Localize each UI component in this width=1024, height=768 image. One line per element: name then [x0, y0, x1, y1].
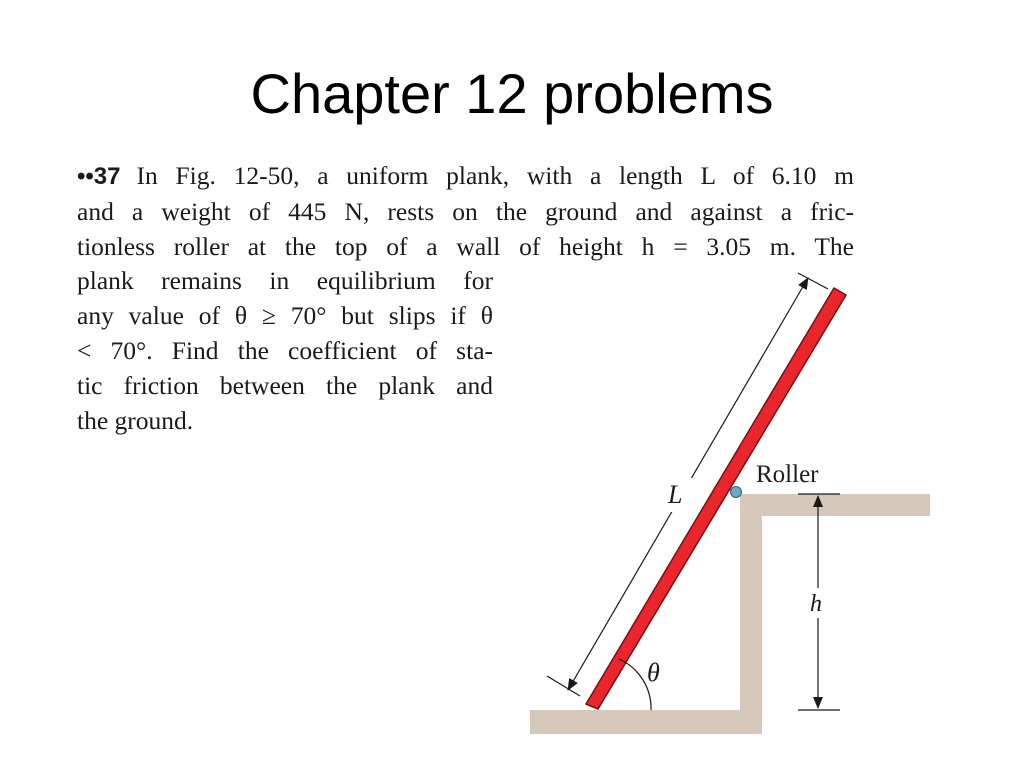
problem-line: any value of θ ≥ 70° but slips if θ [77, 301, 493, 330]
problem-line: tionless roller at the top of a wall of height h = 3.05 m. The [77, 232, 854, 261]
problem-line: plank remains in equilibrium for [77, 266, 493, 295]
length-label: L [668, 480, 683, 509]
problem-line: and a weight of 445 N, rests on the ground and against a fric- [77, 197, 854, 226]
roller-label: Roller [756, 461, 819, 488]
angle-label: θ [647, 658, 660, 687]
roller [731, 487, 742, 498]
problem-line-text: In Fig. 12-50, a uniform plank, with a length L of 6.10 m [136, 161, 854, 190]
problem-line: the ground. [77, 406, 194, 435]
problem-line: < 70°. Find the coefficient of sta- [77, 336, 493, 365]
problem-number: ••37 [77, 163, 121, 190]
problem-line: tic friction between the plank and [77, 371, 493, 400]
height-label: h [810, 591, 822, 617]
slide-title: Chapter 12 problems [250, 62, 774, 125]
